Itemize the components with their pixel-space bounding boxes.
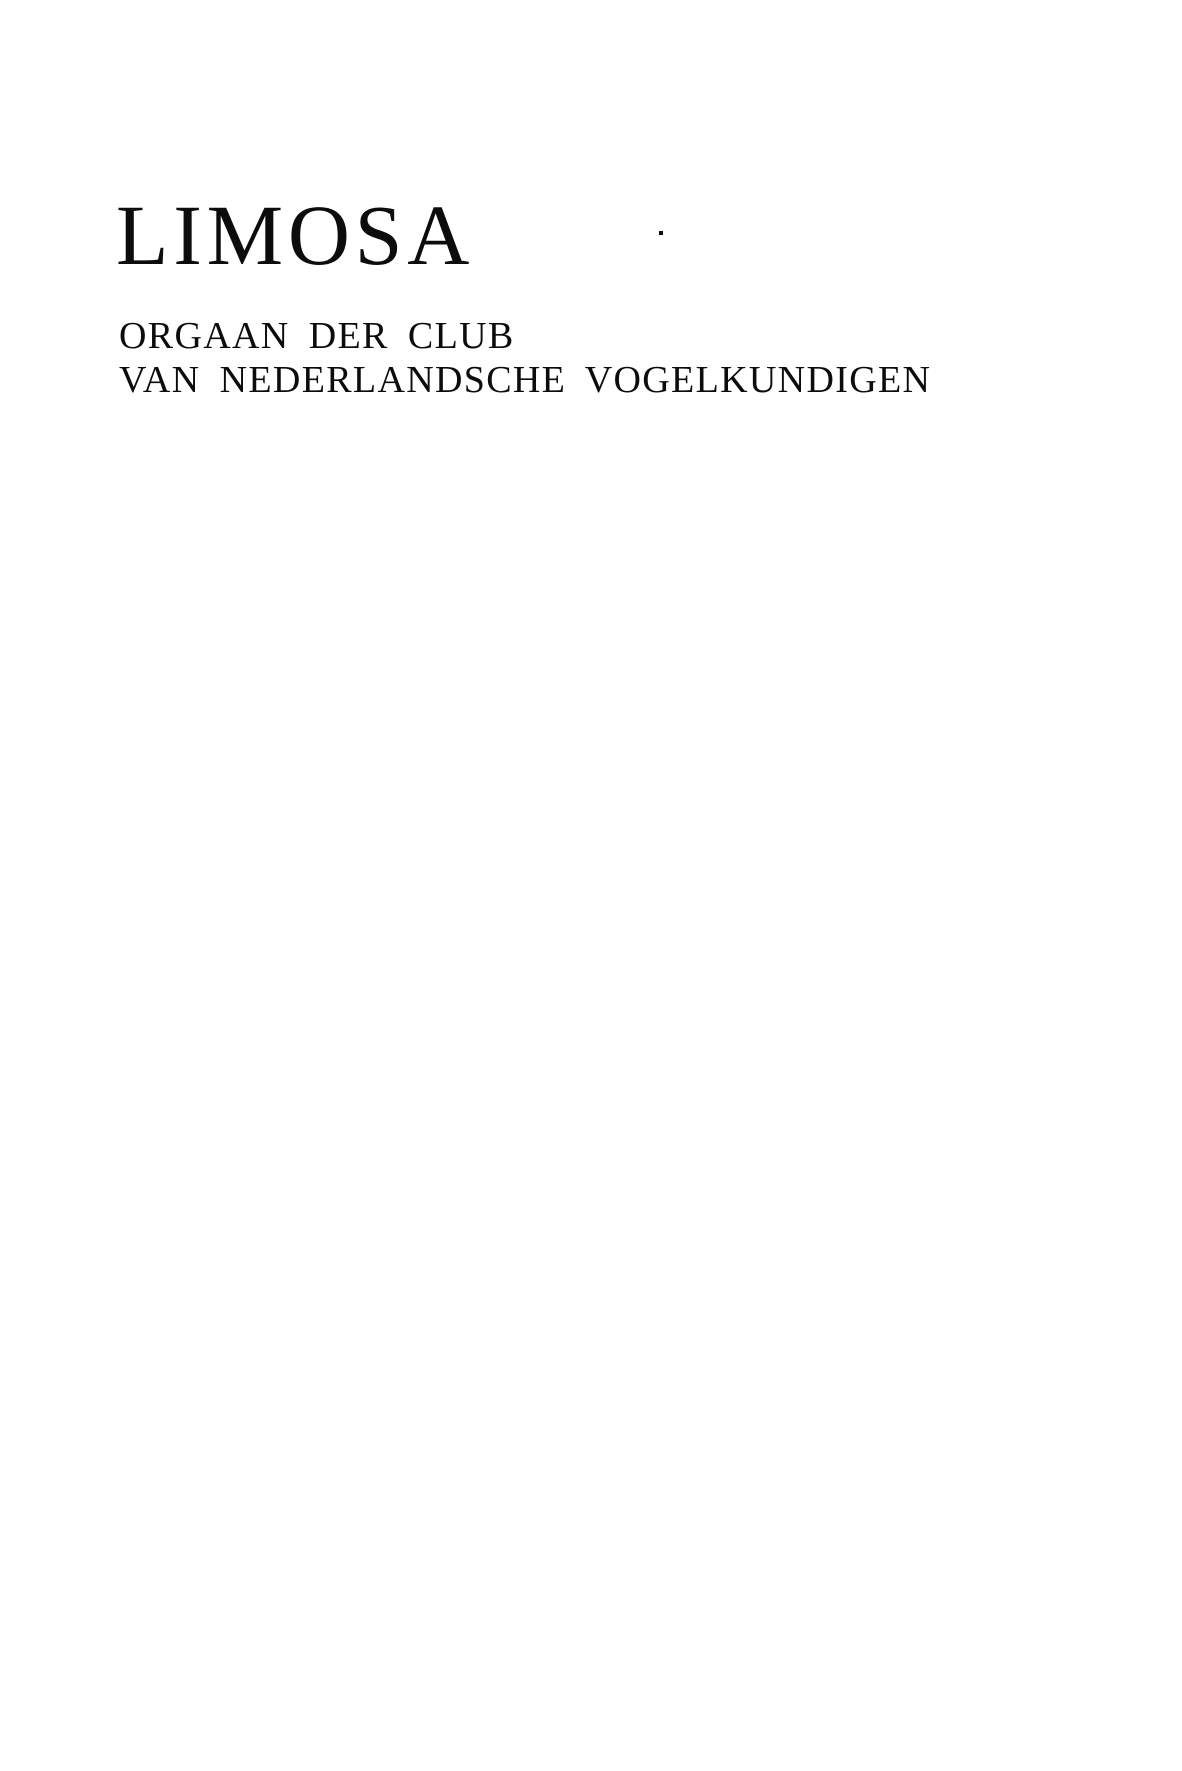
journal-subtitle-line-2: VAN NEDERLANDSCHE VOGELKUNDIGEN bbox=[119, 359, 932, 401]
journal-subtitle-line-1: ORGAAN DER CLUB bbox=[119, 315, 515, 357]
journal-title: LIMOSA bbox=[116, 187, 475, 283]
ink-speck-dot bbox=[659, 231, 663, 235]
journal-subtitle bbox=[119, 314, 931, 402]
